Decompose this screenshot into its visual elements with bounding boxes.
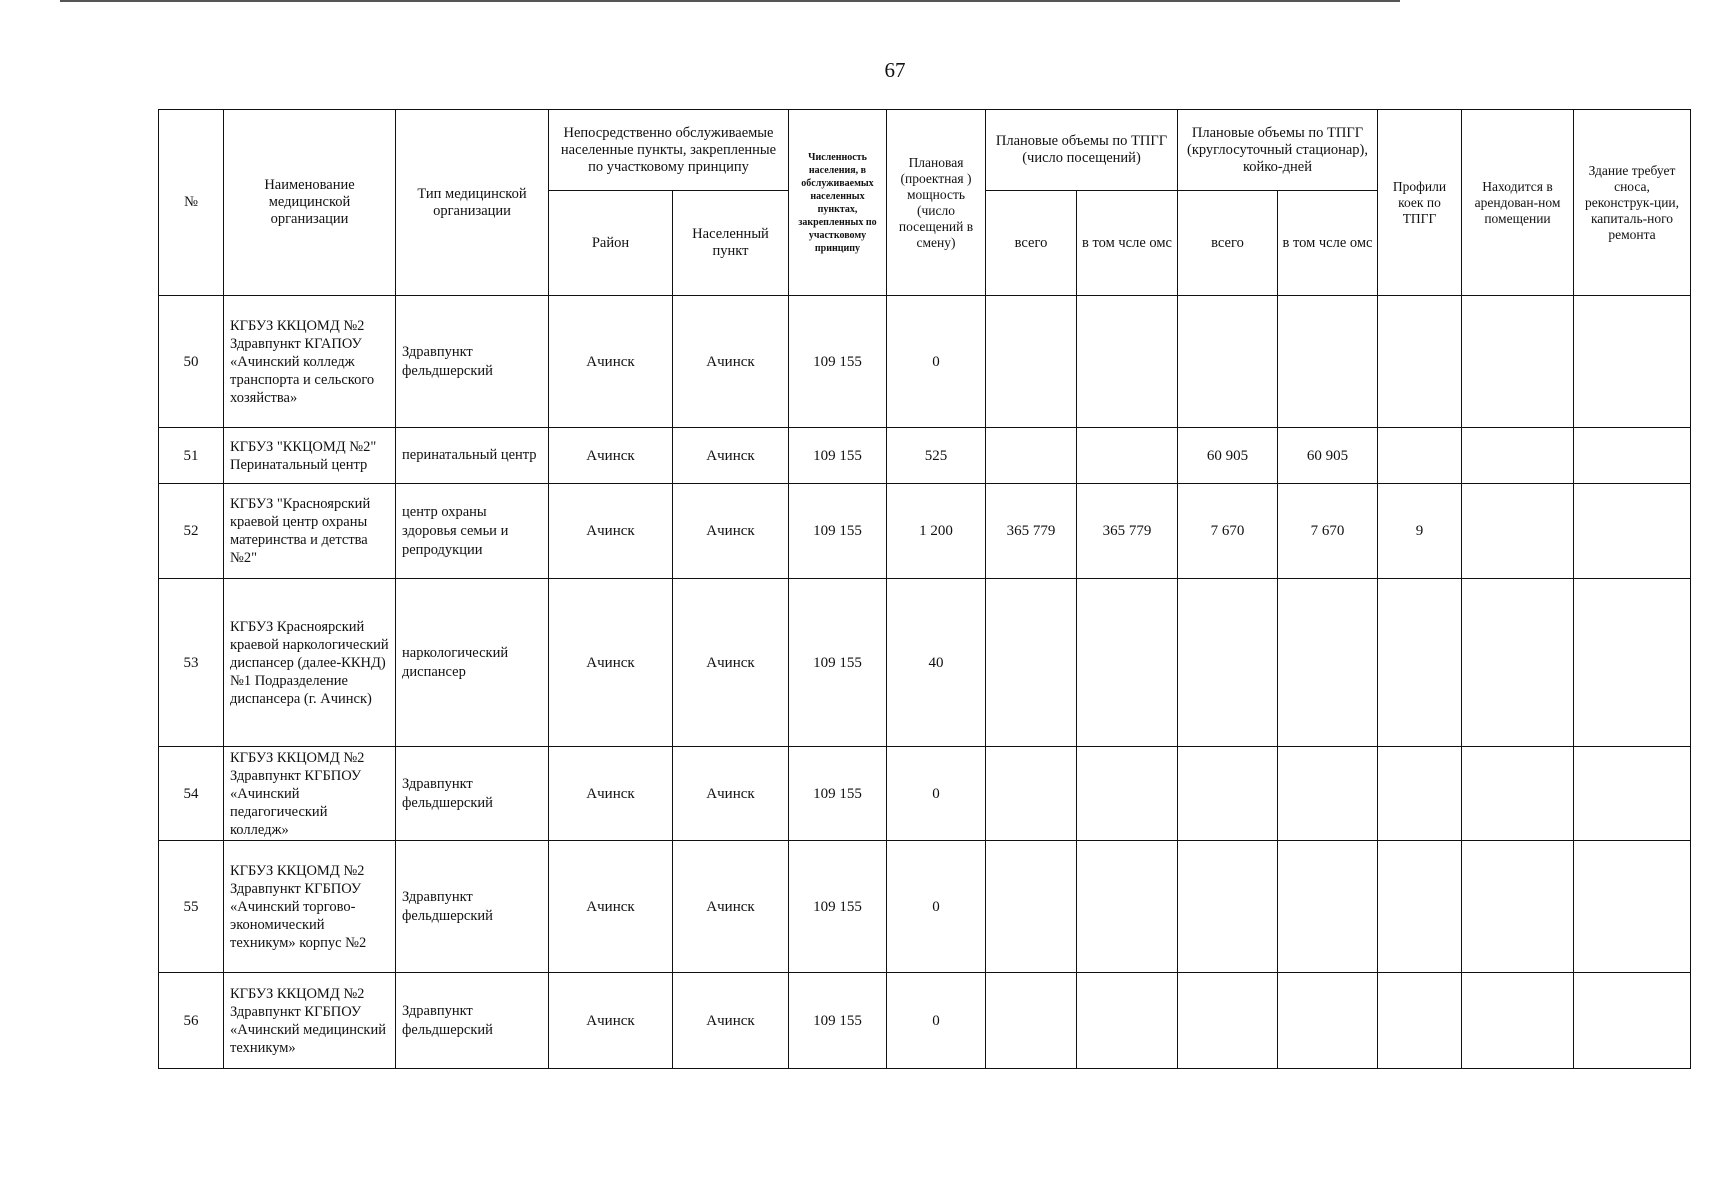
table-row — [159, 428, 1691, 484]
row-repair — [1574, 428, 1691, 484]
row-type: Здравпункт фельдшерский — [396, 747, 549, 841]
row-rented — [1462, 973, 1574, 1069]
row-beds-oms — [1278, 579, 1378, 747]
table-row — [159, 841, 1691, 973]
row-population: 109 155 — [789, 428, 887, 484]
row-visits-oms: 365 779 — [1077, 484, 1178, 579]
row-district: Ачинск — [549, 747, 673, 841]
row-profiles — [1378, 973, 1462, 1069]
row-profiles: 9 — [1378, 484, 1462, 579]
row-district: Ачинск — [549, 579, 673, 747]
row-visits-total — [986, 973, 1077, 1069]
row-beds-oms — [1278, 747, 1378, 841]
row-beds-total — [1178, 841, 1278, 973]
header-visits-oms: в том чсле омс — [1077, 191, 1178, 296]
row-beds-oms — [1278, 973, 1378, 1069]
row-rented — [1462, 428, 1574, 484]
header-repair: Здание требует сноса, реконструк-ции, капиталь-ного ремонта — [1574, 110, 1691, 296]
row-district: Ачинск — [549, 841, 673, 973]
row-beds-oms: 60 905 — [1278, 428, 1378, 484]
row-repair — [1574, 484, 1691, 579]
row-num: 50 — [159, 296, 224, 428]
row-repair — [1574, 296, 1691, 428]
row-visits-total — [986, 841, 1077, 973]
row-rented — [1462, 484, 1574, 579]
row-visits-total — [986, 296, 1077, 428]
row-population: 109 155 — [789, 484, 887, 579]
row-visits-oms — [1077, 973, 1178, 1069]
row-settlement: Ачинск — [673, 841, 789, 973]
row-name: КГБУЗ "Красноярский краевой центр охраны материнства и детства №2" — [224, 484, 396, 579]
row-population: 109 155 — [789, 579, 887, 747]
row-capacity: 0 — [887, 296, 986, 428]
row-capacity: 40 — [887, 579, 986, 747]
header-num: № — [159, 110, 224, 296]
row-rented — [1462, 747, 1574, 841]
row-name: КГБУЗ Красноярский краевой наркологический диспансер (далее-ККНД) №1 Подразделение диспансера (г. Ачинск) — [224, 579, 396, 747]
row-district: Ачинск — [549, 484, 673, 579]
row-visits-total — [986, 428, 1077, 484]
row-type: наркологический диспансер — [396, 579, 549, 747]
row-visits-total: 365 779 — [986, 484, 1077, 579]
table-row — [159, 296, 1691, 428]
row-district: Ачинск — [549, 296, 673, 428]
row-profiles — [1378, 296, 1462, 428]
row-capacity: 525 — [887, 428, 986, 484]
table-row — [159, 747, 1691, 841]
row-num: 55 — [159, 841, 224, 973]
row-profiles — [1378, 747, 1462, 841]
row-type: Здравпункт фельдшерский — [396, 841, 549, 973]
row-name: КГБУЗ "ККЦОМД №2" Перинатальный центр — [224, 428, 396, 484]
row-type: перинатальный центр — [396, 428, 549, 484]
row-num: 51 — [159, 428, 224, 484]
row-repair — [1574, 579, 1691, 747]
row-profiles — [1378, 428, 1462, 484]
row-name: КГБУЗ ККЦОМД №2 Здравпункт КГБПОУ «Ачинский медицинский техникум» — [224, 973, 396, 1069]
row-beds-total — [1178, 747, 1278, 841]
row-population: 109 155 — [789, 841, 887, 973]
row-visits-total — [986, 747, 1077, 841]
row-visits-oms — [1077, 747, 1178, 841]
row-num: 52 — [159, 484, 224, 579]
row-beds-total: 60 905 — [1178, 428, 1278, 484]
header-bed-profiles: Профили коек по ТПГГ — [1378, 110, 1462, 296]
top-scan-rule — [60, 0, 1400, 2]
row-visits-oms — [1077, 428, 1178, 484]
row-profiles — [1378, 841, 1462, 973]
row-repair — [1574, 973, 1691, 1069]
header-capacity: Плановая (проектная ) мощность (число посещений в смену) — [887, 110, 986, 296]
row-visits-total — [986, 579, 1077, 747]
row-beds-oms — [1278, 841, 1378, 973]
row-type: Здравпункт фельдшерский — [396, 296, 549, 428]
header-type: Тип медицинской организации — [396, 110, 549, 296]
row-beds-total: 7 670 — [1178, 484, 1278, 579]
row-beds-oms — [1278, 296, 1378, 428]
row-repair — [1574, 747, 1691, 841]
header-beds-total: всего — [1178, 191, 1278, 296]
row-beds-oms: 7 670 — [1278, 484, 1378, 579]
header-population: Численность населения, в обслуживаемых населенных пунктах, закрепленных по участковому принципу — [789, 110, 887, 296]
row-settlement: Ачинск — [673, 428, 789, 484]
row-beds-total — [1178, 579, 1278, 747]
row-num: 53 — [159, 579, 224, 747]
header-served-group: Непосредственно обслуживаемые населенные пункты, закрепленные по участковому принципу — [549, 110, 789, 191]
medical-organizations-table — [158, 109, 1691, 1069]
header-row-1 — [159, 110, 1691, 191]
header-name: Наименование медицинской организации — [224, 110, 396, 296]
row-num: 56 — [159, 973, 224, 1069]
header-settlement: Населенный пункт — [673, 191, 789, 296]
header-beds-group: Плановые объемы по ТПГГ (круглосуточный стационар), койко-дней — [1178, 110, 1378, 191]
row-rented — [1462, 841, 1574, 973]
row-settlement: Ачинск — [673, 579, 789, 747]
row-name: КГБУЗ ККЦОМД №2 Здравпункт КГБПОУ «Ачинский торгово-экономический техникум» корпус №2 — [224, 841, 396, 973]
page-number-text: 67 — [884, 58, 906, 82]
row-capacity: 0 — [887, 841, 986, 973]
row-population: 109 155 — [789, 973, 887, 1069]
row-rented — [1462, 579, 1574, 747]
header-visits-total: всего — [986, 191, 1077, 296]
row-capacity: 0 — [887, 973, 986, 1069]
header-visits-group: Плановые объемы по ТПГГ (число посещений) — [986, 110, 1178, 191]
table-row — [159, 484, 1691, 579]
row-settlement: Ачинск — [673, 747, 789, 841]
row-type: Здравпункт фельдшерский — [396, 973, 549, 1069]
row-capacity: 0 — [887, 747, 986, 841]
header-district: Район — [549, 191, 673, 296]
row-type: центр охраны здоровья семьи и репродукции — [396, 484, 549, 579]
row-settlement: Ачинск — [673, 973, 789, 1069]
row-num: 54 — [159, 747, 224, 841]
row-repair — [1574, 841, 1691, 973]
row-visits-oms — [1077, 296, 1178, 428]
row-beds-total — [1178, 973, 1278, 1069]
table-row — [159, 579, 1691, 747]
row-district: Ачинск — [549, 973, 673, 1069]
header-beds-oms: в том чсле омс — [1278, 191, 1378, 296]
row-profiles — [1378, 579, 1462, 747]
table-row — [159, 973, 1691, 1069]
page-number — [0, 58, 1715, 83]
row-population: 109 155 — [789, 747, 887, 841]
header-rented: Находится в арендован-ном помещении — [1462, 110, 1574, 296]
row-district: Ачинск — [549, 428, 673, 484]
row-beds-total — [1178, 296, 1278, 428]
row-settlement: Ачинск — [673, 296, 789, 428]
row-name: КГБУЗ ККЦОМД №2 Здравпункт КГАПОУ «Ачинский колледж транспорта и сельского хозяйства» — [224, 296, 396, 428]
row-settlement: Ачинск — [673, 484, 789, 579]
row-visits-oms — [1077, 579, 1178, 747]
row-population: 109 155 — [789, 296, 887, 428]
row-capacity: 1 200 — [887, 484, 986, 579]
row-name: КГБУЗ ККЦОМД №2 Здравпункт КГБПОУ «Ачинский педагогический колледж» — [224, 747, 396, 841]
row-visits-oms — [1077, 841, 1178, 973]
row-rented — [1462, 296, 1574, 428]
